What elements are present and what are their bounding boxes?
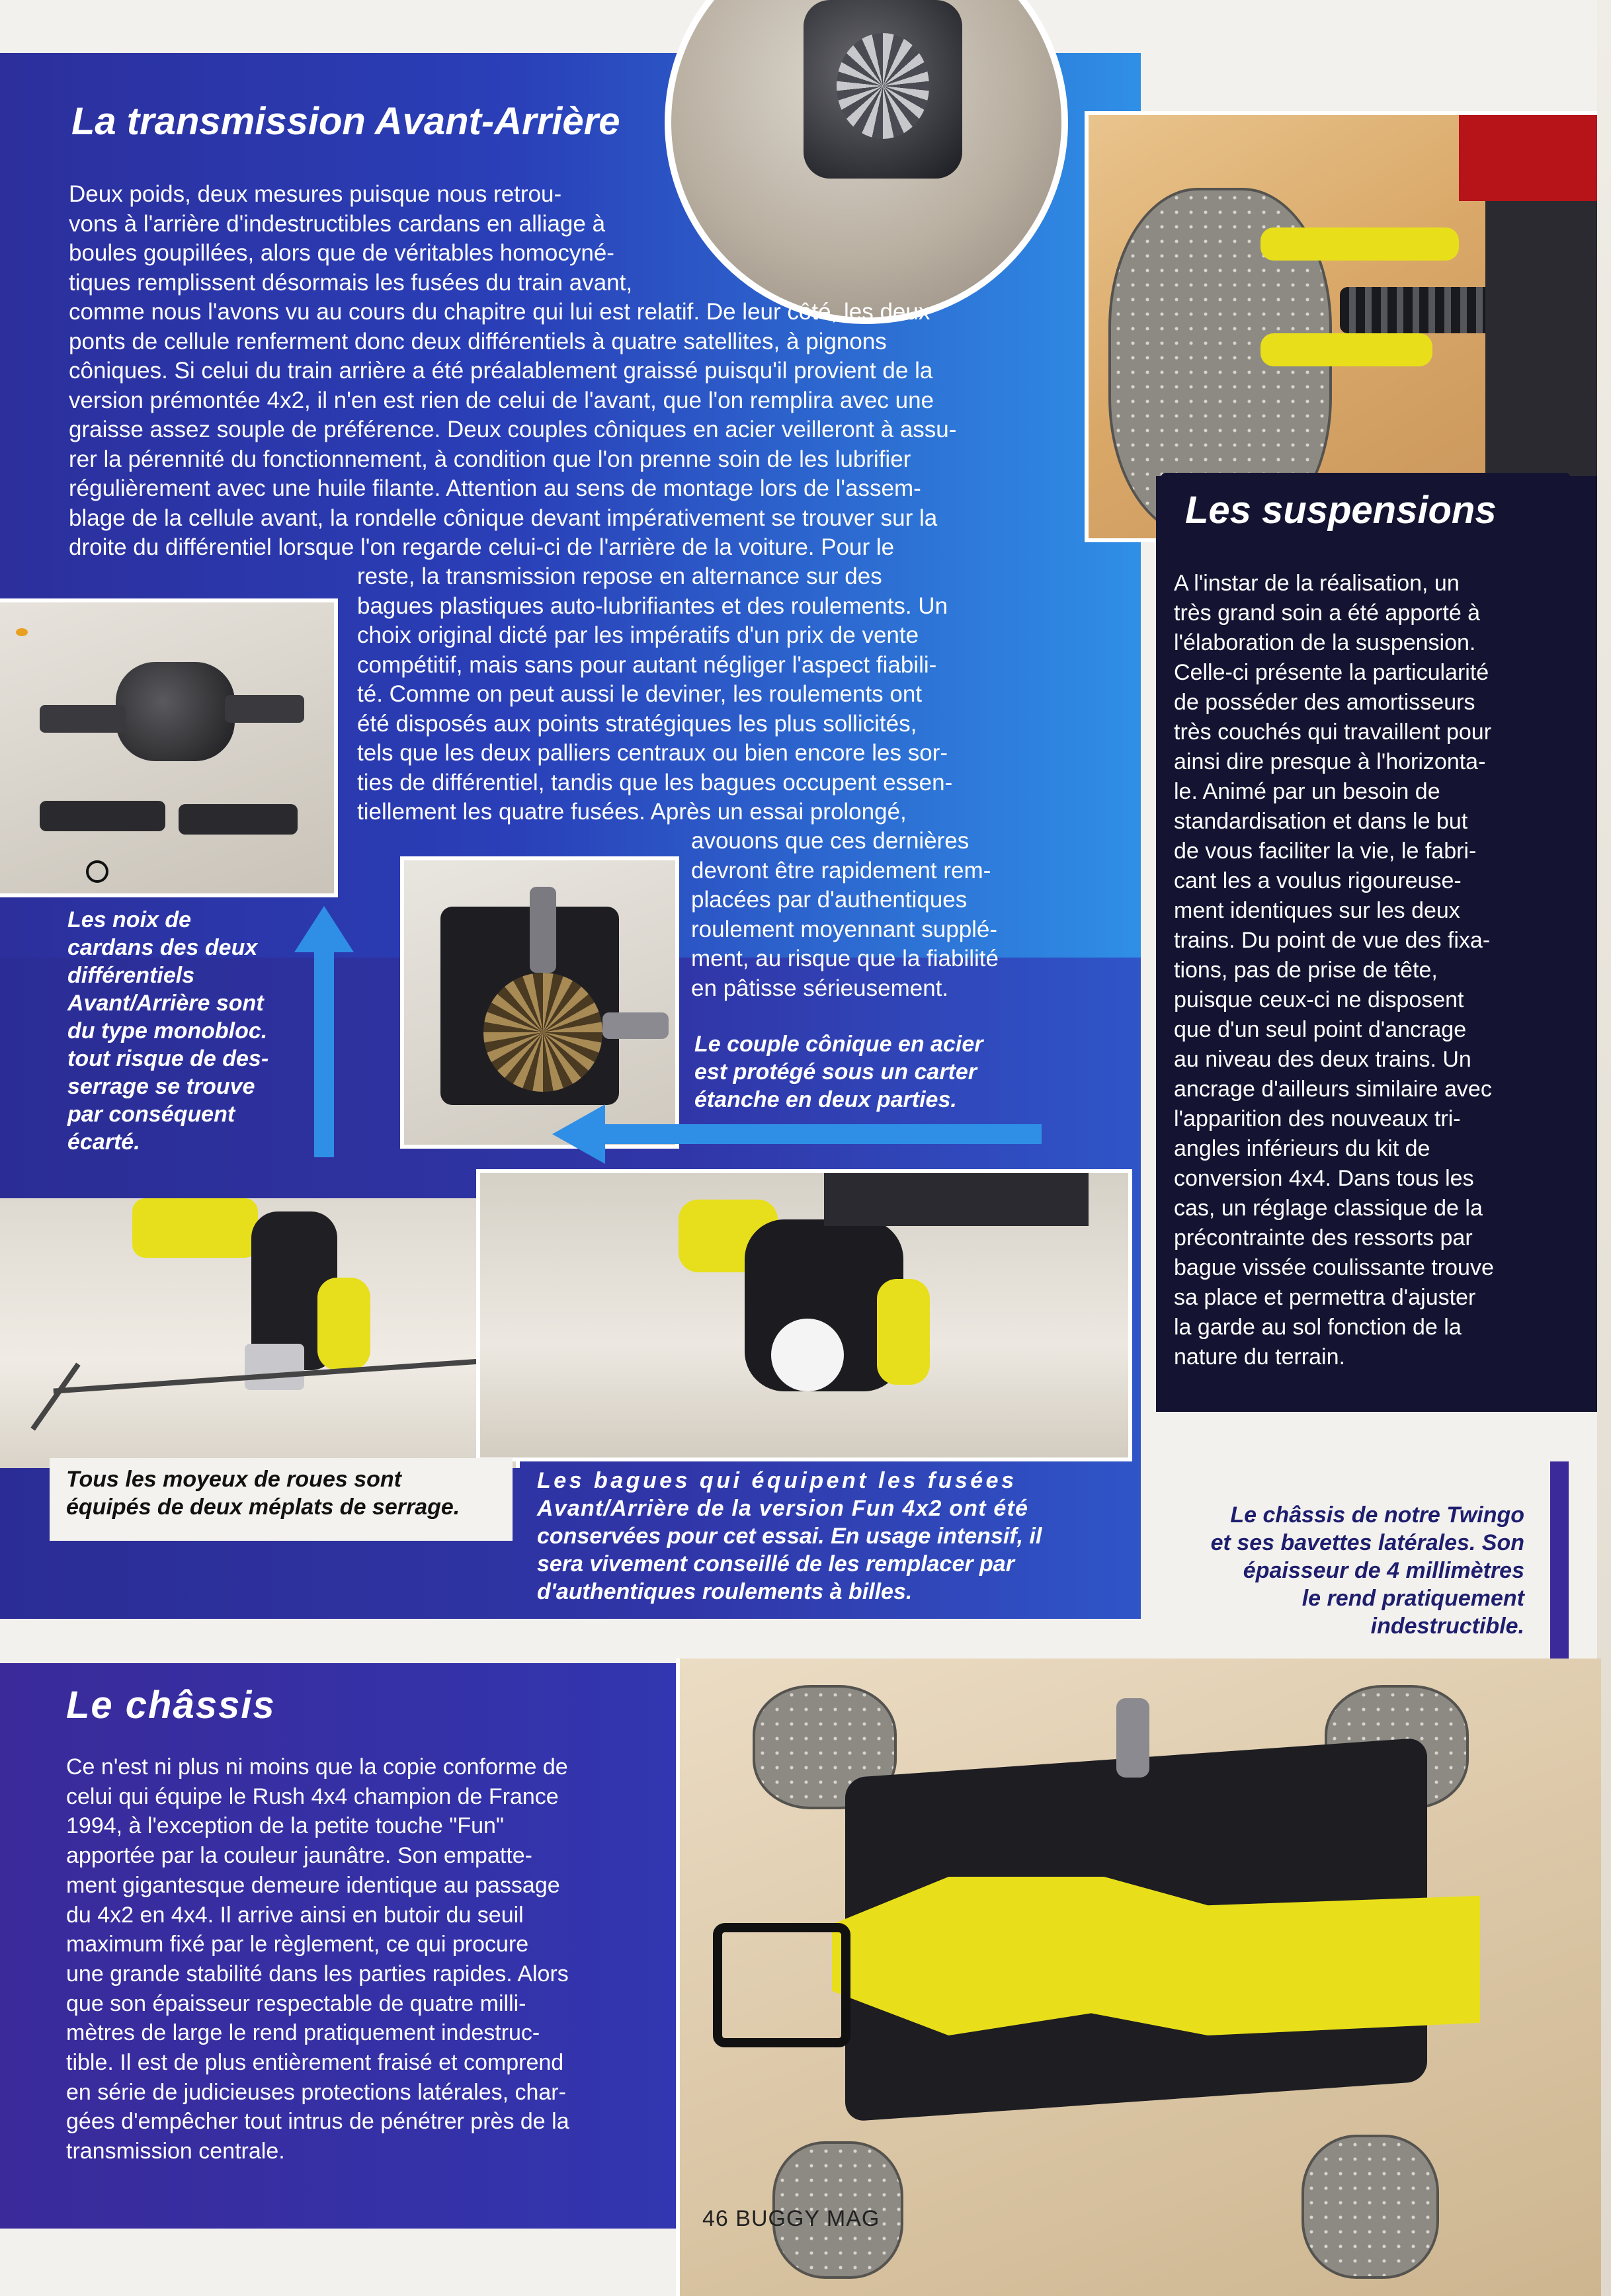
- suspensions-line: standardisation et dans le but: [1174, 809, 1468, 834]
- suspensions-line: bague vissée coulissante trouve: [1174, 1255, 1494, 1280]
- transmission-line: té. Comme on peut aussi le deviner, les roulements ont: [357, 681, 923, 707]
- caption-line: équipés de deux méplats de serrage.: [66, 1495, 460, 1520]
- suspensions-line: très grand soin a été apporté à: [1174, 600, 1481, 626]
- transmission-line: régulièrement avec une huile filante. Attention au sens de montage lors de l'assem-: [69, 475, 921, 501]
- transmission-line: en pâtisse sérieusement.: [691, 975, 949, 1001]
- suspensions-line: nature du terrain.: [1174, 1344, 1345, 1370]
- cardan-parts-photo: [0, 598, 338, 897]
- caption-line: épaisseur de 4 millimètres: [1243, 1558, 1524, 1583]
- chassis-title: Le châssis: [66, 1684, 276, 1727]
- caption-line: par conséquent: [67, 1102, 235, 1127]
- bagues-caption: [537, 1467, 1126, 1606]
- suspensions-line: l'élaboration de la suspension.: [1174, 630, 1476, 655]
- caption-line: le rend pratiquement: [1301, 1586, 1524, 1611]
- chassis-line: apportée par la couleur jaunâtre. Son empatte-: [66, 1843, 533, 1869]
- transmission-line: comme nous l'avons vu au cours du chapitre qui lui est relatif. De leur côté, les deux: [69, 299, 930, 325]
- chassis-line: mètres de large le rend pratiquement indestruc-: [66, 2020, 540, 2046]
- chassis-line: celui qui équipe le Rush 4x4 champion de France: [66, 1784, 559, 1809]
- suspensions-line: Celle-ci présente la particularité: [1174, 660, 1489, 685]
- chassis-line: ment gigantesque demeure identique au passage: [66, 1872, 560, 1898]
- transmission-line: vons à l'arrière d'indestructibles cardans en alliage à: [69, 210, 606, 237]
- suspensions-line: ancrage d'ailleurs similaire avec: [1174, 1077, 1492, 1102]
- chassis-line: maximum fixé par le règlement, ce qui procure: [66, 1932, 529, 1957]
- caption-line: serrage se trouve: [67, 1074, 255, 1099]
- chassis-line: du 4x2 en 4x4. Il arrive ainsi en butoir du seuil: [66, 1902, 524, 1928]
- transmission-line: blage de la cellule avant, la rondelle cônique devant impérativement se trouver sur la: [69, 505, 938, 531]
- caption-line: différentiels: [67, 963, 195, 988]
- suspensions-line: ment identiques sur les deux: [1174, 898, 1460, 923]
- transmission-line: compétitif, mais sans pour autant négliger l'aspect fiabili-: [357, 651, 937, 678]
- transmission-line: placées par d'authentiques: [691, 887, 968, 913]
- chassis-photo-caption: [1144, 1501, 1524, 1640]
- transmission-line: Deux poids, deux mesures puisque nous retrou-: [69, 181, 562, 207]
- chassis-line: que son épaisseur respectable de quatre milli-: [66, 1990, 526, 2016]
- caption-line: sera vivement conseillé de les remplacer par: [537, 1551, 1014, 1577]
- moyeux-caption: [66, 1465, 516, 1521]
- transmission-line: reste, la transmission repose en alternance sur des: [357, 563, 882, 589]
- arrow-up-icon: [294, 906, 354, 1157]
- transmission-line: bagues plastiques auto-lubrifiantes et des roulements. Un: [357, 593, 948, 619]
- transmission-line: tels que les deux palliers centraux ou bien encore les sor-: [357, 740, 948, 766]
- suspensions-line: A l'instar de la réalisation, un: [1174, 571, 1460, 596]
- suspensions-line: précontrainte des ressorts par: [1174, 1225, 1473, 1250]
- suspensions-line: angles inférieurs du kit de: [1174, 1136, 1430, 1161]
- transmission-line: version prémontée 4x2, il n'en est rien de celui de l'avant, que l'on remplira avec une: [69, 387, 934, 413]
- suspensions-line: conversion 4x4. Dans tous les: [1174, 1166, 1474, 1191]
- caption-line: indestructible.: [1370, 1614, 1524, 1639]
- caption-line: et ses bavettes latérales. Son: [1210, 1530, 1524, 1555]
- suspensions-line: cant les a voulus rigoureuse-: [1174, 868, 1462, 893]
- suspensions-line: cas, un réglage classique de la: [1174, 1196, 1483, 1221]
- transmission-line: avouons que ces dernières: [691, 828, 970, 854]
- chassis-line: une grande stabilité dans les parties rapides. Alors: [66, 1961, 569, 1987]
- caption-line: Le couple cônique en acier: [694, 1032, 983, 1057]
- suspensions-line: ainsi dire presque à l'horizonta-: [1174, 749, 1486, 774]
- transmission-line: ment, au risque que la fiabilité: [691, 946, 999, 971]
- caption-line: Le châssis de notre Twingo: [1230, 1502, 1524, 1528]
- noix-caption: [67, 906, 319, 1156]
- transmission-line: été disposés aux points stratégiques les plus sollicités,: [357, 710, 917, 737]
- decorative-dot: [16, 628, 28, 636]
- transmission-line: devront être rapidement rem-: [691, 857, 991, 883]
- chassis-line: Ce n'est ni plus ni moins que la copie conforme de: [66, 1754, 568, 1780]
- transmission-line: rer la pérennité du fonctionnement, à condition que l'on prenne soin de les lubrifier: [69, 446, 911, 472]
- transmission-line: ponts de cellule renferment donc deux différentiels à quatre satellites, à pignons: [69, 328, 887, 354]
- page-number-label: 46 BUGGY MAG: [702, 2206, 880, 2231]
- suspensions-line: la garde au sol fonction de la: [1174, 1315, 1462, 1340]
- transmission-line: tiellement les quatre fusées. Après un essai prolongé,: [357, 799, 907, 825]
- transmission-line: roulement moyennant supplé-: [691, 916, 998, 942]
- suspensions-line: très couchés qui travaillent pour: [1174, 719, 1492, 745]
- suspensions-line: au niveau des deux trains. Un: [1174, 1047, 1471, 1072]
- suspensions-line: sa place et permettra d'ajuster: [1174, 1285, 1476, 1310]
- caption-line: est protégé sous un carter: [694, 1059, 977, 1085]
- caption-line: Avant/Arrière de la version Fun 4x2 ont été: [537, 1496, 1029, 1521]
- transmission-line: côniques. Si celui du train arrière a été préalablement graissé puisqu'il provient de la: [69, 358, 933, 384]
- caption-line: Les bagues qui équipent les fusées: [537, 1468, 1017, 1493]
- suspensions-text: [1174, 569, 1551, 1372]
- suspensions-line: trains. Du point de vue des fixa-: [1174, 928, 1491, 953]
- caption-line: Tous les moyeux de roues sont: [66, 1467, 401, 1492]
- transmission-title: La transmission Avant-Arrière: [71, 100, 620, 143]
- transmission-text-top: [69, 180, 1140, 563]
- suspensions-line: de posséder des amortisseurs: [1174, 690, 1475, 715]
- caption-line: conservées pour cet essai. En usage intensif, il: [537, 1524, 1042, 1549]
- arrow-left-icon: [552, 1104, 1042, 1164]
- chassis-buggy-photo: [676, 1659, 1601, 2296]
- transmission-text-mid: [357, 562, 1048, 827]
- chassis-line: tible. Il est de plus entièrement fraisé et comprend: [66, 2050, 564, 2076]
- chassis-text: [66, 1752, 648, 2166]
- suspensions-line: que d'un seul point d'ancrage: [1174, 1017, 1467, 1042]
- suspensions-line: l'apparition des nouveaux tri-: [1174, 1106, 1461, 1131]
- suspensions-line: le. Animé par un besoin de: [1174, 779, 1440, 804]
- transmission-text-end: [691, 827, 1048, 1003]
- chassis-line: 1994, à l'exception de la petite touche "Fun": [66, 1813, 504, 1839]
- caption-line: Les noix de: [67, 907, 192, 932]
- caption-line: Avant/Arrière sont: [67, 991, 264, 1016]
- transmission-line: droite du différentiel lorsque l'on regarde celui-ci de l'arrière de la voiture. Pour le: [69, 534, 895, 560]
- suspensions-line: de vous faciliter la vie, le fabri-: [1174, 839, 1477, 864]
- caption-line: écarté.: [67, 1129, 140, 1155]
- caption-line: tout risque de des-: [67, 1046, 269, 1071]
- transmission-line: boules goupillées, alors que de véritables homocyné-: [69, 240, 614, 266]
- transmission-line: tiques remplissent désormais les fusées du train avant,: [69, 269, 633, 296]
- suspensions-line: puisque ceux-ci ne disposent: [1174, 987, 1464, 1012]
- chassis-line: transmission centrale.: [66, 2139, 285, 2164]
- wheel-hub-photo-left: [0, 1198, 520, 1468]
- caption-line: du type monobloc.: [67, 1018, 268, 1044]
- caption-line: étanche en deux parties.: [694, 1087, 957, 1112]
- couple-caption: [694, 1030, 1091, 1114]
- chassis-line: en série de judicieuses protections latérales, char-: [66, 2079, 566, 2105]
- wheel-hub-photo-right: [476, 1169, 1132, 1461]
- transmission-line: graisse assez souple de préférence. Deux couples côniques en acier veilleront à assu-: [69, 417, 957, 442]
- suspensions-line: tions, pas de prise de tête,: [1174, 958, 1438, 983]
- transmission-line: choix original dicté par les impératifs d'un prix de vente: [357, 622, 919, 648]
- caption-line: cardans des deux: [67, 935, 258, 960]
- chassis-line: gées d'empêcher tout intrus de pénétrer près de la: [66, 2109, 569, 2135]
- transmission-line: ties de différentiel, tandis que les bagues occupent essen-: [357, 769, 953, 796]
- suspensions-title: Les suspensions: [1185, 489, 1497, 532]
- caption-line: d'authentiques roulements à billes.: [537, 1579, 913, 1604]
